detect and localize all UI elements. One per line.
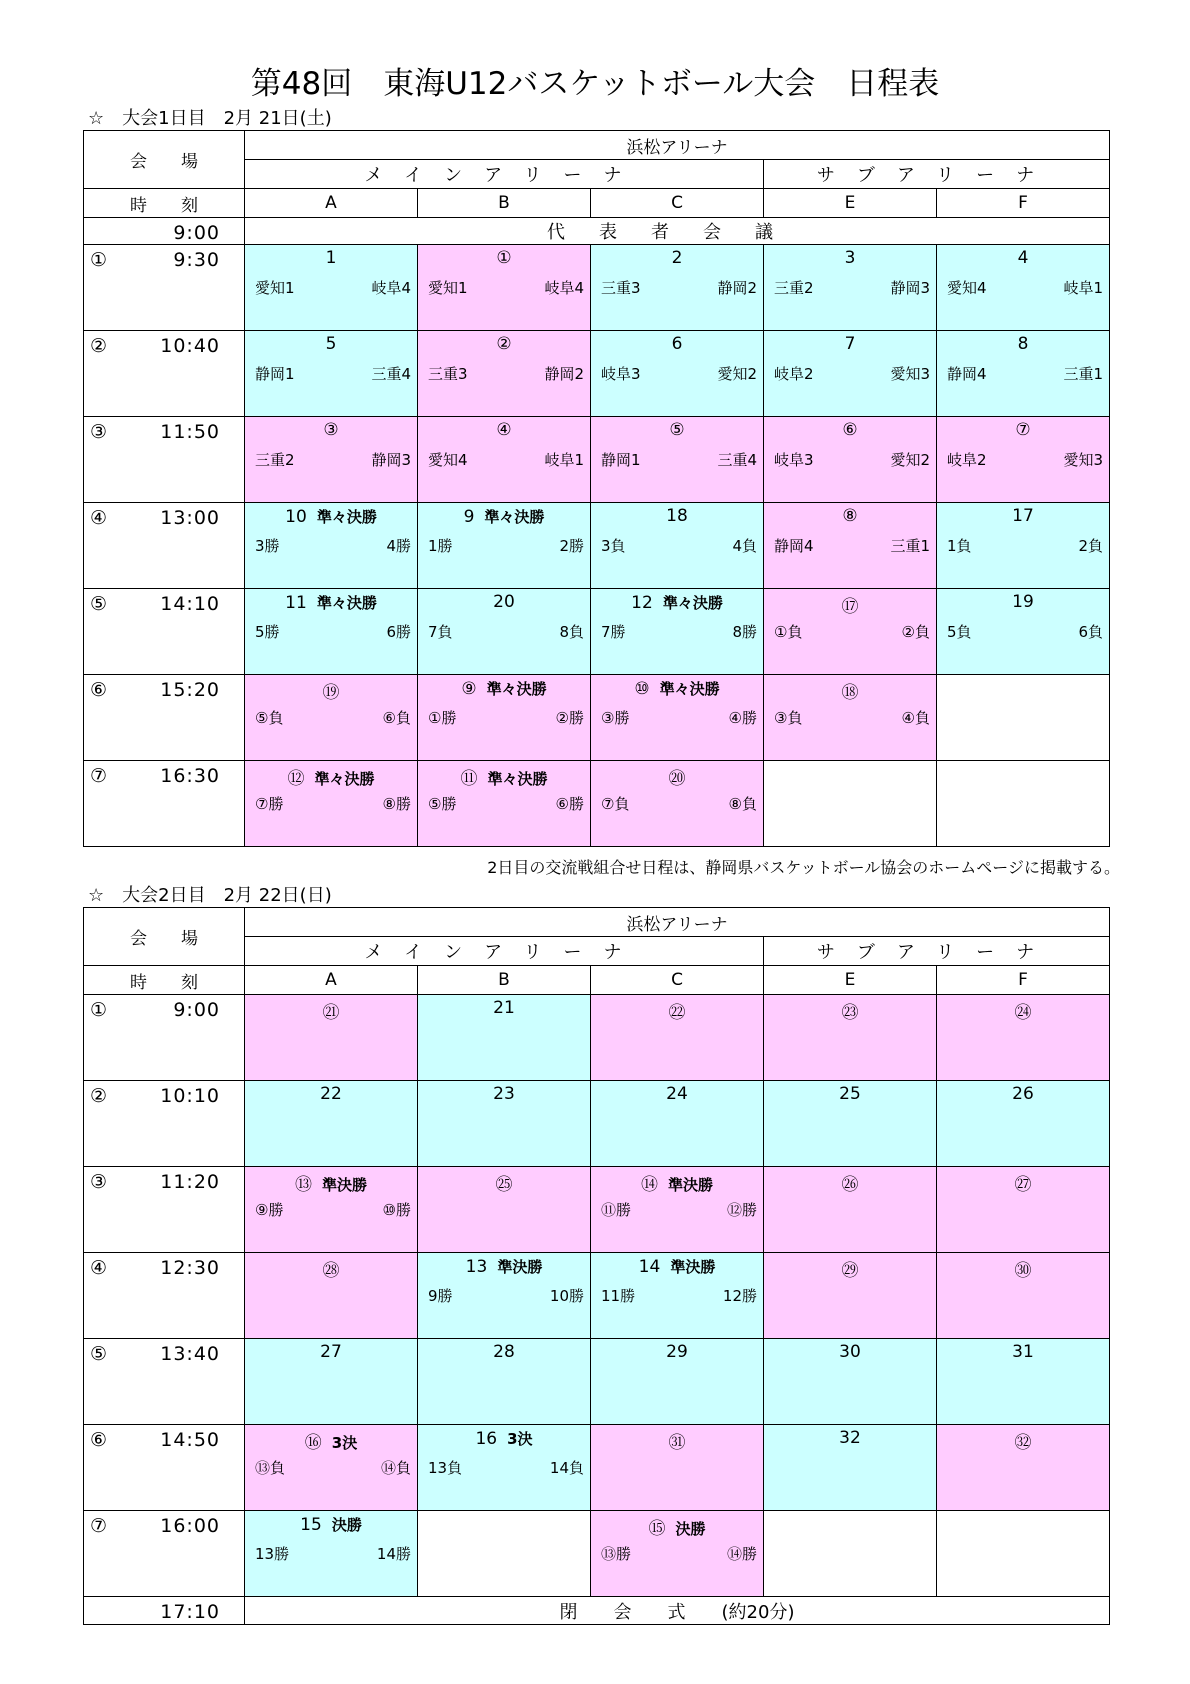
match-cell [764,503,937,589]
match-cell [591,331,764,417]
team-slot-left: ⑨勝 [255,1201,284,1219]
team-slot-right: 6負 [1078,623,1103,641]
match-cell [245,589,418,675]
team-slot-right: 愛知2 [890,451,930,469]
game-number: 22 [320,1084,342,1104]
game-number: 14 準決勝 [638,1257,716,1277]
team-slot-right: 14勝 [376,1545,411,1563]
team-slot-right: 三重1 [890,537,930,555]
round-label: 準決勝 [321,1176,367,1194]
game-number: 29 [666,1342,688,1362]
team-slot-right: ⑩勝 [382,1201,411,1219]
match-cell [418,417,591,503]
time-cell: ② 10:40 [84,331,245,417]
team-slot-right: 岐阜4 [544,279,584,297]
time-cell: ③ 11:50 [84,417,245,503]
match-cell [591,417,764,503]
team-slot-left: ①負 [774,623,803,641]
game-number: 30 [839,1342,861,1362]
venue-label: 会 場 [84,908,245,966]
day2-header: ☆ 大会2日目 2月 22日(日) [88,885,332,906]
match-cell [245,1167,418,1253]
round-label: 準々決勝 [662,594,723,612]
team-slot-left: 愛知1 [428,279,468,297]
time-cell: ⑦ 16:00 [84,1511,245,1597]
empty-slot [764,1511,937,1597]
team-slot-left: ⑤勝 [428,795,457,813]
match-cell [937,995,1110,1081]
court-header-f: F [937,189,1110,218]
game-number: ⑪ 準々決勝 [460,769,548,789]
game-number: ㉖ [841,1175,859,1195]
game-number: ⑯ 3決 [304,1433,358,1453]
round-label: 準決勝 [497,1258,543,1276]
team-slot-right: 10勝 [549,1287,584,1305]
team-slot-left: 3負 [601,537,626,555]
match-cell [418,1253,591,1339]
team-slot-left: 愛知1 [255,279,295,297]
team-slot-left: 静岡1 [255,365,295,383]
game-number: 25 [839,1084,861,1104]
empty-slot [764,761,937,847]
venue-name: 浜松アリーナ [245,131,1110,160]
game-number: ㉓ [841,1003,859,1023]
game-number: ⑨ 準々決勝 [461,679,547,699]
team-slot-right: 12勝 [722,1287,757,1305]
match-cell [937,589,1110,675]
court-header-e: E [764,189,937,218]
match-cell [245,761,418,847]
time-slot-row [84,1425,1110,1511]
team-slot-left: 岐阜2 [774,365,814,383]
team-slot-left: 1勝 [428,537,453,555]
time-slot-row [84,331,1110,417]
game-number: ⑤ [669,420,685,440]
round-label: 準々決勝 [316,594,377,612]
game-number: ㉑ [322,1003,340,1023]
main-arena-label: メインアリーナ [245,937,764,966]
game-number: 26 [1012,1084,1034,1104]
time-cell: ① 9:00 [84,995,245,1081]
game-number: 24 [666,1084,688,1104]
match-cell [937,1081,1110,1167]
team-slot-right: 岐阜1 [544,451,584,469]
sub-arena-label: サブアリーナ [764,160,1110,189]
round-label: 準々決勝 [486,680,547,698]
match-cell [245,1511,418,1597]
team-slot-right: 三重4 [371,365,411,383]
game-number: 23 [493,1084,515,1104]
game-number: ⑳ [668,769,686,789]
team-slot-left: 5勝 [255,623,280,641]
team-slot-left: ①勝 [428,709,457,727]
game-number: 3 [844,248,856,268]
time-cell: ⑤ 14:10 [84,589,245,675]
match-cell [245,245,418,331]
match-cell [591,589,764,675]
team-slot-right: ⑫勝 [726,1201,757,1219]
time-slot-row [84,417,1110,503]
game-number: 2 [671,248,683,268]
time-cell: ① 9:30 [84,245,245,331]
empty-slot [937,1511,1110,1597]
team-slot-right: ④勝 [728,709,757,727]
game-number: ③ [323,420,339,440]
venue-label: 会 場 [84,131,245,189]
match-cell [764,245,937,331]
game-number: ⑦ [1015,420,1031,440]
match-cell [245,503,418,589]
game-number: ① [496,248,512,268]
sub-arena-label: サブアリーナ [764,937,1110,966]
match-cell [937,1167,1110,1253]
match-cell [418,675,591,761]
team-slot-right: 2勝 [559,537,584,555]
team-slot-left: 13負 [428,1459,463,1477]
time-cell: ⑥ 15:20 [84,675,245,761]
match-cell [937,417,1110,503]
team-slot-right: 4負 [732,537,757,555]
team-slot-left: 三重3 [428,365,468,383]
match-cell [245,675,418,761]
match-cell [418,245,591,331]
team-slot-right: 8勝 [732,623,757,641]
closing-time-cell: 17:10 [84,1597,245,1625]
round-label: 準々決勝 [659,680,720,698]
team-slot-right: 三重1 [1063,365,1103,383]
time-slot-row [84,1253,1110,1339]
game-number: ㉒ [668,1003,686,1023]
match-cell [418,589,591,675]
match-cell [418,1167,591,1253]
game-number: ⑬ 準決勝 [294,1175,367,1195]
game-number: 31 [1012,1342,1034,1362]
game-number: 9 準々決勝 [463,507,545,527]
match-cell [591,1339,764,1425]
time-slot-row [84,1511,1110,1597]
team-slot-left: ⑦負 [601,795,630,813]
game-number: 5 [325,334,337,354]
match-cell [591,675,764,761]
match-cell [245,417,418,503]
match-cell [418,761,591,847]
match-cell [937,331,1110,417]
game-number: 18 [666,506,688,526]
game-number: ④ [496,420,512,440]
match-cell [764,1081,937,1167]
team-slot-left: 静岡1 [601,451,641,469]
team-slot-right: 6勝 [386,623,411,641]
team-slot-right: 岐阜4 [371,279,411,297]
team-slot-right: ②負 [901,623,930,641]
match-cell [764,675,937,761]
page-title: 第48回 東海U12バスケットボール大会 日程表 [250,66,940,102]
team-slot-right: ⑧勝 [382,795,411,813]
match-cell [764,589,937,675]
empty-slot [418,1511,591,1597]
empty-slot [937,675,1110,761]
team-slot-left: ⑬勝 [601,1545,632,1563]
match-cell [245,995,418,1081]
match-cell [591,245,764,331]
time-cell: ③ 11:20 [84,1167,245,1253]
match-cell [418,503,591,589]
match-cell [418,1425,591,1511]
game-number: 6 [671,334,683,354]
match-cell [764,1253,937,1339]
time-slot-row [84,1339,1110,1425]
time-slot-row [84,1167,1110,1253]
match-cell [764,1339,937,1425]
match-cell [764,417,937,503]
team-slot-left: ③負 [774,709,803,727]
team-slot-right: 2負 [1078,537,1103,555]
team-slot-left: ⑤負 [255,709,284,727]
round-label: 決勝 [675,1520,706,1538]
game-number: ⑰ [841,597,859,617]
team-slot-left: 岐阜3 [774,451,814,469]
day1-schedule-table [83,130,1110,847]
time-cell: ⑥ 14:50 [84,1425,245,1511]
match-cell [418,1339,591,1425]
team-slot-right: 14負 [549,1459,584,1477]
team-slot-left: 静岡4 [774,537,814,555]
match-cell [245,1339,418,1425]
team-slot-right: ④負 [901,709,930,727]
game-number: 1 [325,248,337,268]
team-slot-right: ⑥負 [382,709,411,727]
round-label: 準決勝 [667,1176,713,1194]
game-number: 12 準々決勝 [631,593,723,613]
match-cell [245,1253,418,1339]
match-cell [245,1425,418,1511]
team-slot-left: ⑬負 [255,1459,286,1477]
round-label: 3決 [507,1430,533,1448]
time-label: 時 刻 [84,189,245,218]
match-cell [418,1081,591,1167]
team-slot-left: 三重3 [601,279,641,297]
time-slot-row [84,503,1110,589]
game-number: 16 3決 [475,1429,533,1449]
time-cell: ④ 12:30 [84,1253,245,1339]
match-cell [937,1253,1110,1339]
day1-header: ☆ 大会1日目 2月 21日(土) [88,108,332,129]
main-arena-label: メインアリーナ [245,160,764,189]
time-cell: ④ 13:00 [84,503,245,589]
game-number: 20 [493,592,515,612]
match-cell [764,995,937,1081]
match-cell [418,331,591,417]
team-slot-right: 4勝 [386,537,411,555]
match-cell [591,1511,764,1597]
team-slot-left: 岐阜2 [947,451,987,469]
team-slot-right: 岐阜1 [1063,279,1103,297]
match-cell [245,331,418,417]
team-slot-right: 静岡3 [890,279,930,297]
match-cell [591,1167,764,1253]
match-cell [937,245,1110,331]
match-cell [591,1253,764,1339]
game-number: ⑩ 準々決勝 [634,679,720,699]
team-slot-left: ③勝 [601,709,630,727]
court-header-b: B [418,966,591,995]
game-number: ㉕ [495,1175,513,1195]
team-slot-right: 静岡2 [717,279,757,297]
game-number: 4 [1017,248,1029,268]
game-number: ⑱ [841,683,859,703]
time-cell: ⑤ 13:40 [84,1339,245,1425]
team-slot-right: 静岡2 [544,365,584,383]
time-cell: ⑦ 16:30 [84,761,245,847]
game-number: ⑧ [842,506,858,526]
day2-schedule-table [83,907,1110,1625]
round-label: 決勝 [331,1516,362,1534]
time-label: 時 刻 [84,966,245,995]
empty-slot [937,761,1110,847]
match-cell [591,761,764,847]
time-slot-row [84,245,1110,331]
game-number: ⑭ 準決勝 [640,1175,713,1195]
court-header-c: C [591,189,764,218]
court-header-e: E [764,966,937,995]
team-slot-left: 三重2 [255,451,295,469]
game-number: ⑫ 準々決勝 [287,769,375,789]
match-cell [591,1081,764,1167]
time-slot-row [84,761,1110,847]
team-slot-left: ⑦勝 [255,795,284,813]
team-slot-left: 7負 [428,623,453,641]
time-cell: ② 10:10 [84,1081,245,1167]
team-slot-left: 7勝 [601,623,626,641]
match-cell [245,1081,418,1167]
opening-event: 代表者会議 [245,218,1110,245]
team-slot-right: 愛知2 [717,365,757,383]
venue-name: 浜松アリーナ [245,908,1110,937]
game-number: 32 [839,1428,861,1448]
team-slot-left: 三重2 [774,279,814,297]
match-cell [937,1425,1110,1511]
team-slot-left: 岐阜3 [601,365,641,383]
team-slot-right: 愛知3 [1063,451,1103,469]
court-header-a: A [245,189,418,218]
game-number: ⑮ 決勝 [648,1519,706,1539]
time-slot-row [84,995,1110,1081]
opening-time-cell: 9:00 [84,218,245,245]
game-number: ㉚ [1014,1261,1032,1281]
match-cell [591,1425,764,1511]
game-number: ⑥ [842,420,858,440]
team-slot-right: ⑥勝 [555,795,584,813]
game-number: 21 [493,998,515,1018]
team-slot-right: ②勝 [555,709,584,727]
game-number: 15 決勝 [300,1515,362,1535]
game-number: 19 [1012,592,1034,612]
team-slot-left: 1負 [947,537,972,555]
game-number: ㉜ [1014,1433,1032,1453]
day1-note: 2日目の交流戦組合せ日程は、静岡県バスケットボール協会のホームページに掲載する。 [487,858,1120,877]
game-number: ㉔ [1014,1003,1032,1023]
team-slot-left: 愛知4 [947,279,987,297]
match-cell [591,503,764,589]
match-cell [764,1167,937,1253]
team-slot-right: 静岡3 [371,451,411,469]
game-number: ⑲ [322,683,340,703]
round-label: 準々決勝 [484,508,545,526]
game-number: ② [496,334,512,354]
closing-event: 閉 会 式 (約20分) [245,1597,1110,1625]
team-slot-right: 愛知3 [890,365,930,383]
team-slot-left: 9勝 [428,1287,453,1305]
match-cell [764,1425,937,1511]
team-slot-left: 5負 [947,623,972,641]
court-header-f: F [937,966,1110,995]
team-slot-left: ⑪勝 [601,1201,632,1219]
match-cell [937,503,1110,589]
match-cell [591,995,764,1081]
team-slot-right: 8負 [559,623,584,641]
court-header-a: A [245,966,418,995]
team-slot-right: ⑭勝 [726,1545,757,1563]
game-number: 11 準々決勝 [285,593,377,613]
game-number: 7 [844,334,856,354]
match-cell [937,1339,1110,1425]
time-slot-row [84,589,1110,675]
team-slot-right: 三重4 [717,451,757,469]
team-slot-left: 11勝 [601,1287,636,1305]
game-number: 17 [1012,506,1034,526]
team-slot-right: ⑭負 [380,1459,411,1477]
round-label: 準々決勝 [314,770,375,788]
time-slot-row [84,1081,1110,1167]
match-cell [764,331,937,417]
round-label: 準決勝 [670,1258,716,1276]
game-number: ㉘ [322,1261,340,1281]
court-header-b: B [418,189,591,218]
team-slot-left: 13勝 [255,1545,290,1563]
game-number: ㉗ [1014,1175,1032,1195]
round-label: 準々決勝 [316,508,377,526]
court-header-c: C [591,966,764,995]
game-number: 27 [320,1342,342,1362]
team-slot-left: 愛知4 [428,451,468,469]
time-slot-row [84,675,1110,761]
game-number: ㉛ [668,1433,686,1453]
round-label: 3決 [331,1434,358,1452]
match-cell [418,995,591,1081]
game-number: 28 [493,1342,515,1362]
game-number: 13 準決勝 [465,1257,543,1277]
team-slot-left: 3勝 [255,537,280,555]
game-number: ㉙ [841,1261,859,1281]
game-number: 10 準々決勝 [285,507,377,527]
team-slot-left: 静岡4 [947,365,987,383]
game-number: 8 [1017,334,1029,354]
team-slot-right: ⑧負 [728,795,757,813]
round-label: 準々決勝 [487,770,548,788]
